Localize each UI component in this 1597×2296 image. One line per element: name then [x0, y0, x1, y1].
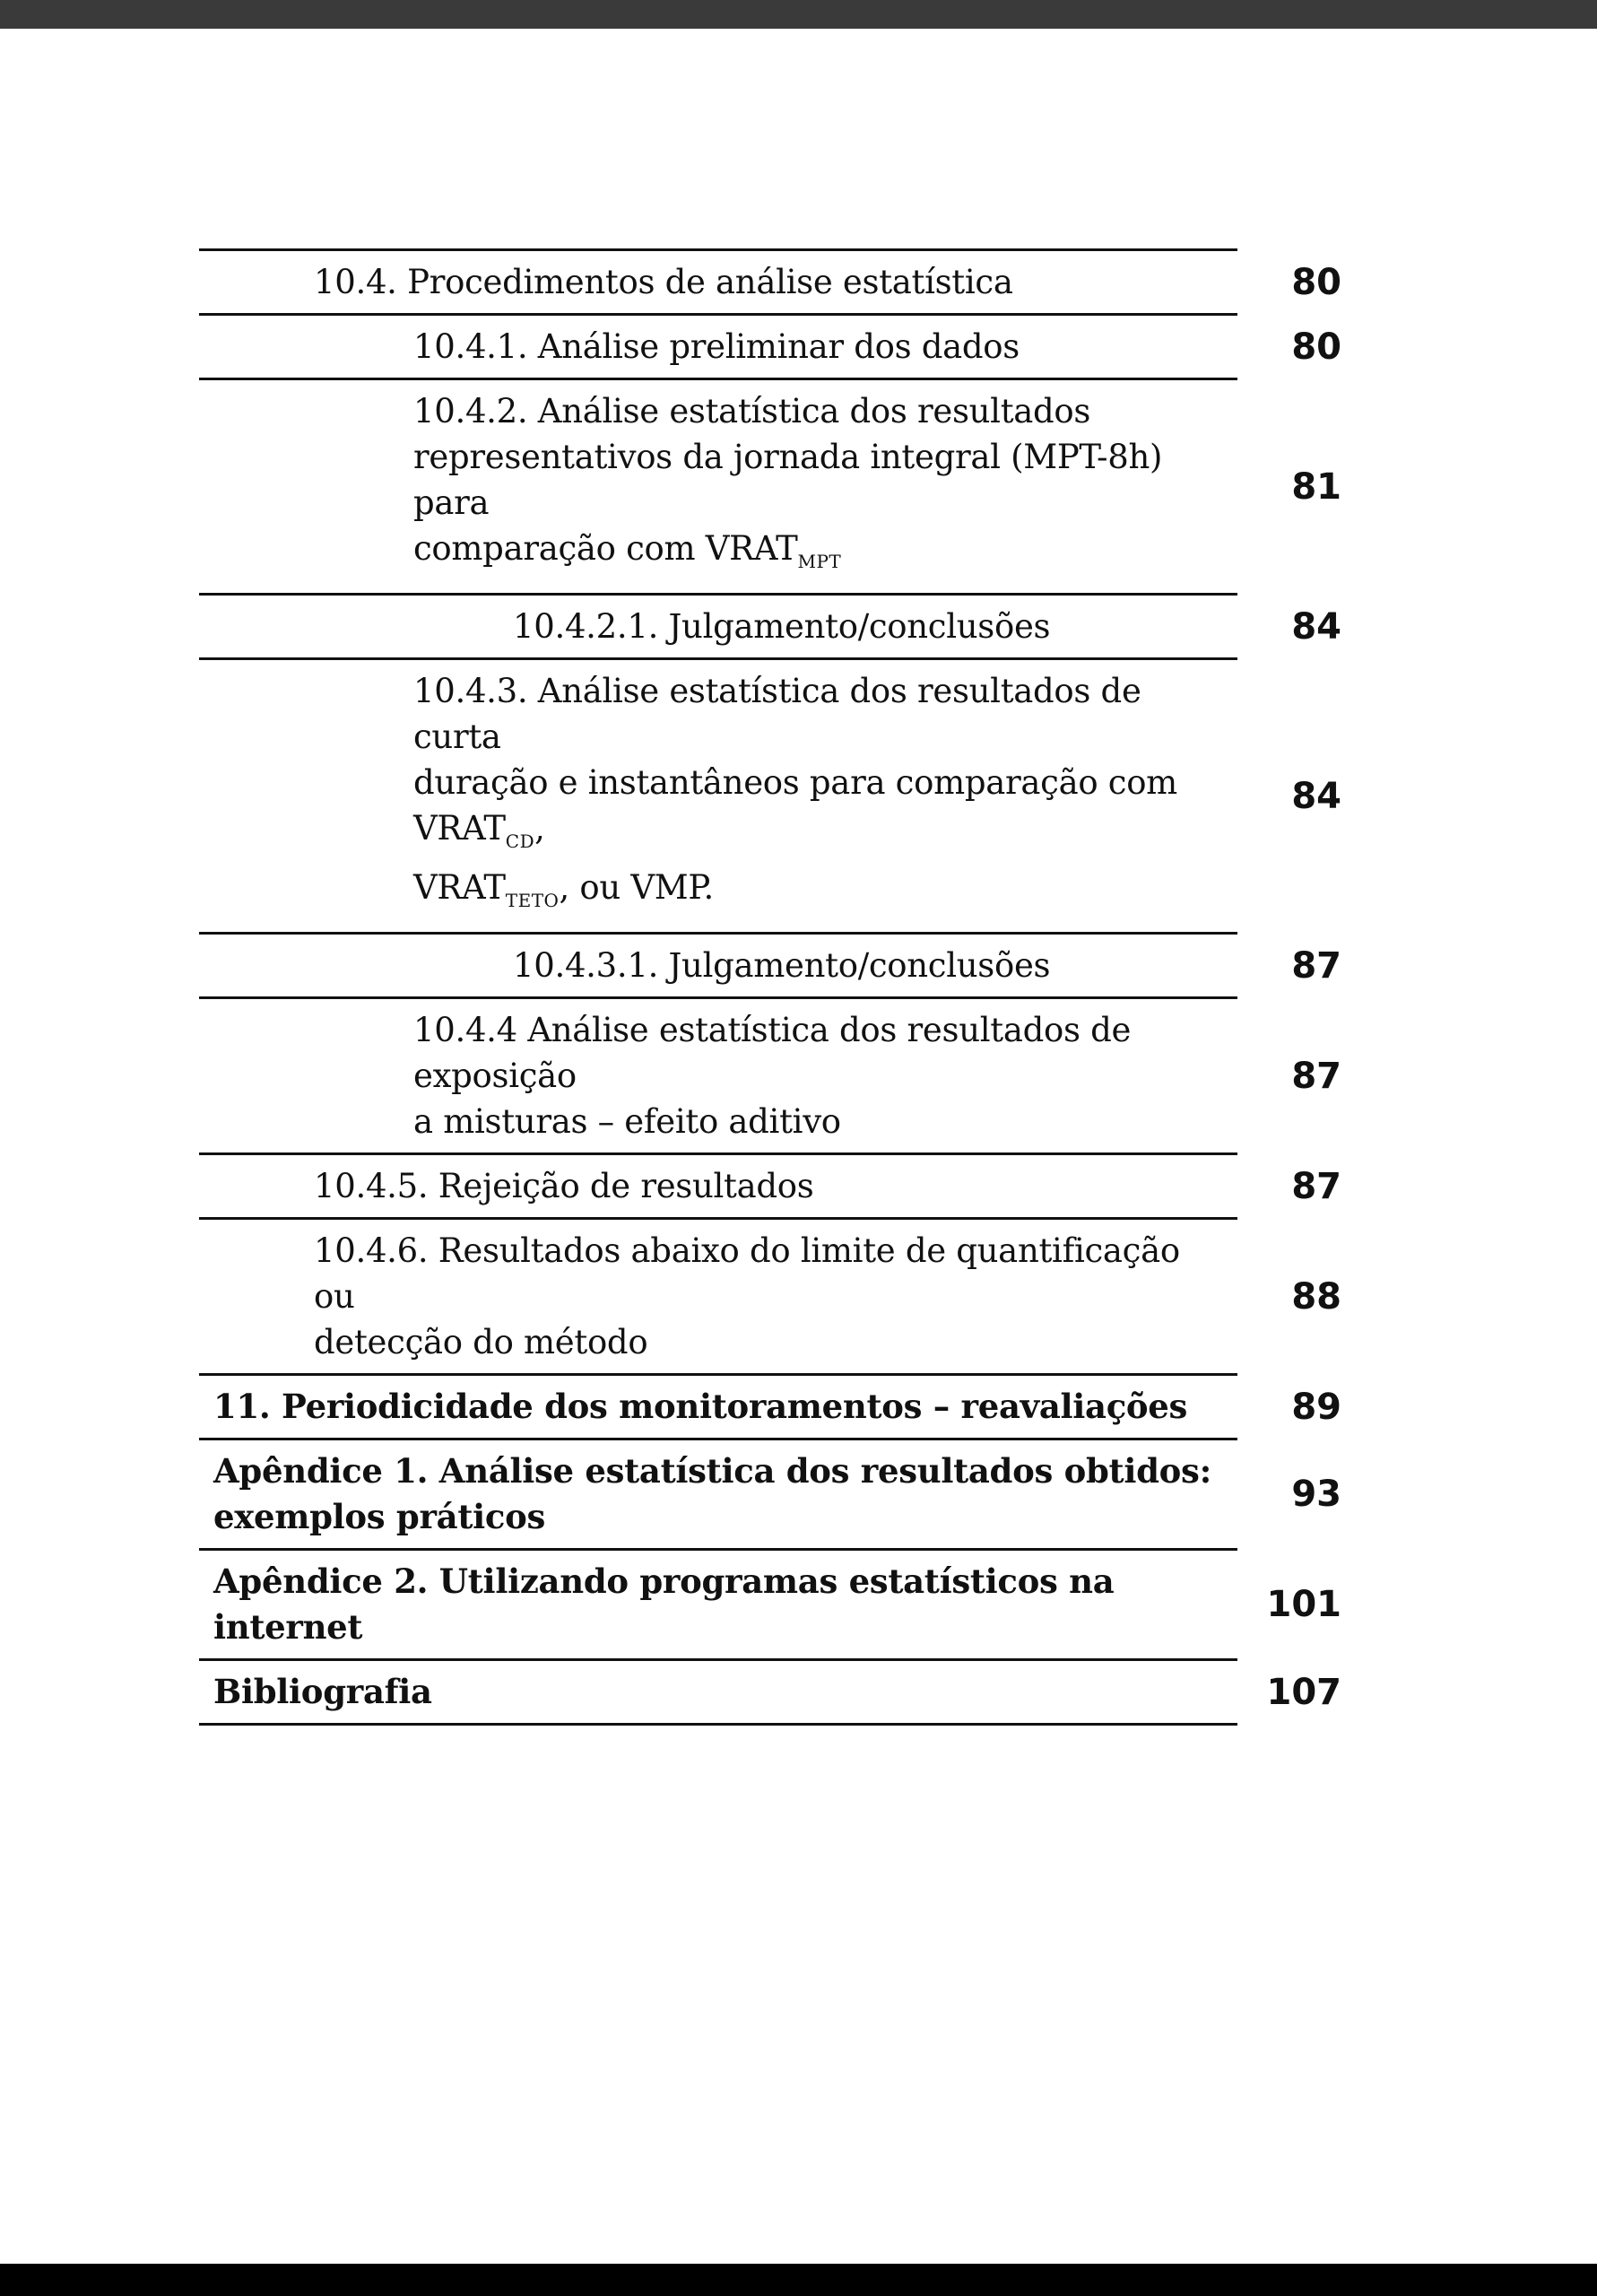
toc-entry-line: detecção do método: [314, 1323, 648, 1361]
toc-entry-page: 88: [1291, 1275, 1341, 1318]
toc-entry[interactable]: [199, 596, 1356, 657]
toc-entry[interactable]: [199, 1440, 1356, 1548]
toc-entry-line: 10.4.2. Análise estatística dos resultados: [413, 392, 1091, 430]
toc-entry-line: 10.4.4 Análise estatística dos resultados de exposição: [413, 1011, 1132, 1095]
toc-entry-text: , ou VMP.: [559, 868, 714, 907]
toc-entry-title: [199, 388, 1230, 585]
toc-entry-page: 84: [1291, 605, 1341, 648]
toc-entry-page: 81: [1291, 465, 1341, 508]
toc-entry-page: 87: [1291, 1165, 1341, 1207]
toc-entry-title: Bibliografia: [213, 1672, 432, 1711]
toc-entry-page: 87: [1291, 1055, 1341, 1097]
toc-entry-line: [413, 865, 1230, 924]
subscript: CD: [505, 831, 535, 852]
toc-entry[interactable]: [199, 999, 1356, 1152]
toc-entry[interactable]: [199, 935, 1356, 996]
toc-entry[interactable]: [199, 380, 1356, 593]
top-status-bar: [0, 0, 1597, 29]
toc-entry-title: [199, 1007, 1230, 1144]
toc-entry-page: 80: [1291, 261, 1341, 303]
toc-entry-title: 10.4.3.1. Julgamento/conclusões: [513, 946, 1051, 985]
toc-entry-title: 10.4.2.1. Julgamento/conclusões: [513, 607, 1051, 646]
toc-entry-page: 84: [1291, 775, 1341, 817]
toc-entry-title: [199, 1228, 1230, 1365]
toc-entry[interactable]: [199, 660, 1356, 932]
toc-entry-title: [199, 1448, 1230, 1540]
toc-entry-page: 101: [1266, 1584, 1341, 1625]
toc-entry-line: 10.4.3. Análise estatística dos resultados de curta: [413, 672, 1141, 756]
toc-entry-page: 89: [1291, 1386, 1341, 1428]
toc-entry-text: ,: [534, 809, 545, 848]
toc-entry[interactable]: [199, 1376, 1356, 1438]
toc-entry[interactable]: [199, 1220, 1356, 1373]
toc-entry[interactable]: [199, 251, 1356, 313]
bottom-navigation-bar: [0, 2264, 1597, 2296]
toc-entry[interactable]: [199, 1155, 1356, 1217]
toc-entry-title: Apêndice 2. Utilizando programas estatísticos na internet: [213, 1561, 1115, 1647]
toc-entry-title: 10.4. Procedimentos de análise estatística: [314, 263, 1013, 301]
toc-entry-page: 93: [1291, 1474, 1341, 1515]
toc-entry-line: exemplos práticos: [213, 1497, 546, 1536]
toc-entry-page: 80: [1291, 326, 1341, 368]
toc-entry-text: comparação com VRAT: [413, 529, 798, 568]
toc-entry-line: Apêndice 1. Análise estatística dos resultados obtidos:: [213, 1451, 1211, 1491]
table-of-contents: [199, 248, 1356, 1726]
toc-entry-line: [413, 526, 1230, 585]
subscript: TETO: [505, 890, 560, 911]
toc-entry-page: 87: [1291, 944, 1341, 987]
toc-entry-title: 11. Periodicidade dos monitoramentos – reavaliações: [213, 1387, 1188, 1426]
subscript: MPT: [797, 551, 842, 572]
toc-entry-line: representativos da jornada integral (MPT-8h) para: [413, 438, 1163, 522]
toc-entry-title: [199, 668, 1230, 924]
toc-entry-text: VRAT: [413, 868, 506, 907]
divider: [199, 1723, 1237, 1726]
toc-entry-text: duração e instantâneos para comparação com VRAT: [413, 763, 1177, 848]
toc-entry[interactable]: [199, 1551, 1356, 1658]
toc-entry-line: 10.4.6. Resultados abaixo do limite de quantificação ou: [314, 1231, 1180, 1316]
toc-entry[interactable]: [199, 1661, 1356, 1723]
toc-entry-title: 10.4.1. Análise preliminar dos dados: [413, 327, 1020, 366]
toc-entry[interactable]: [199, 316, 1356, 378]
toc-entry-page: 107: [1266, 1671, 1341, 1713]
toc-entry-line: a misturas – efeito aditivo: [413, 1102, 841, 1141]
toc-entry-line: [413, 760, 1230, 865]
toc-entry-title: 10.4.5. Rejeição de resultados: [314, 1167, 814, 1205]
